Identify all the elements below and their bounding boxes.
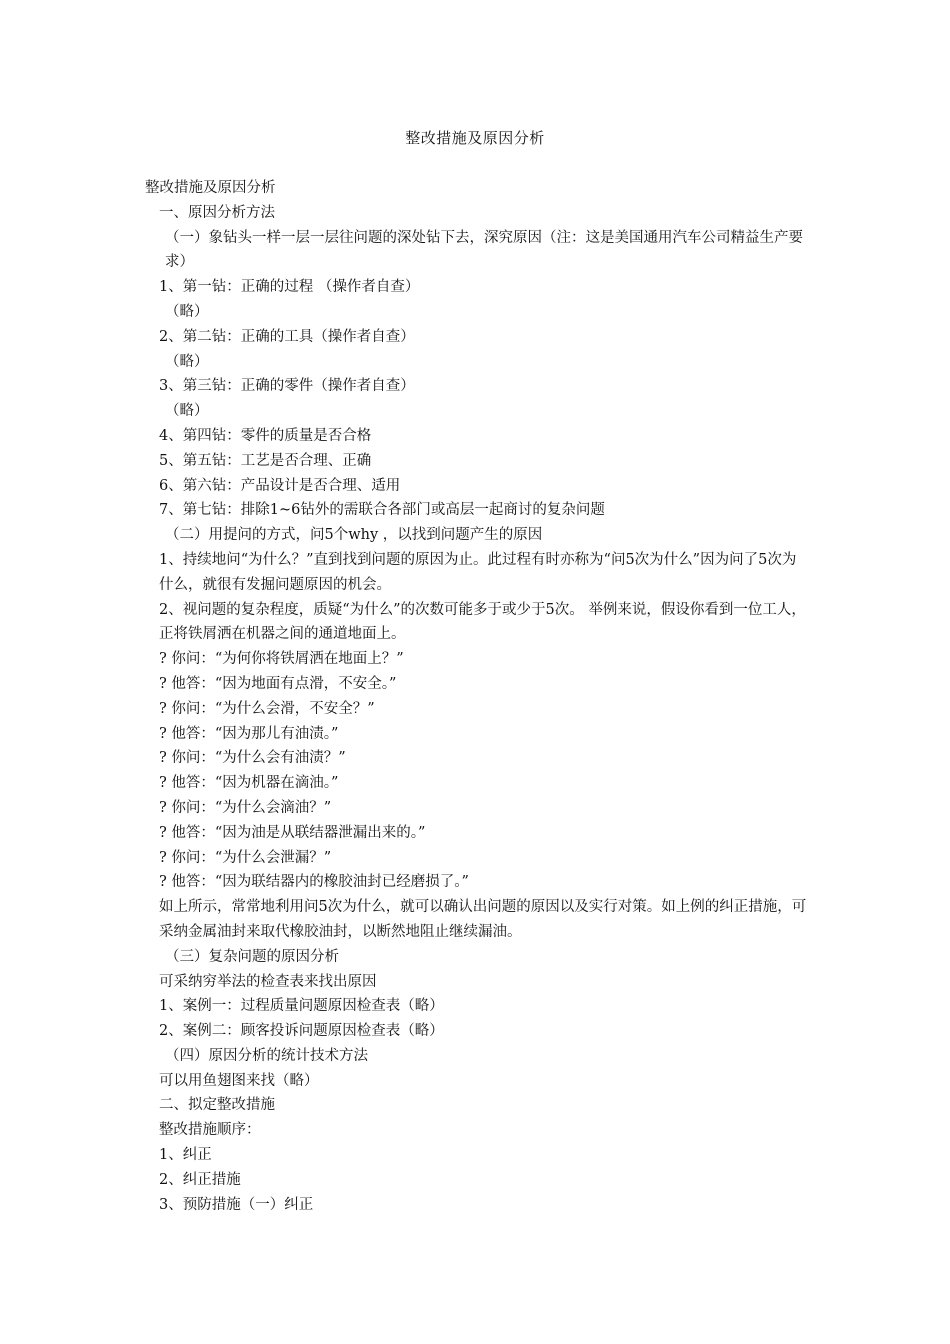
list-item: 2、纠正措施: [159, 1171, 241, 1188]
paragraph: 1、持续地问“为什么？”直到找到问题的原因为止。此过程有时亦称为“问5次为什么”因为问了5次为什么，就很有发掘问题原因的机会。: [159, 551, 797, 593]
dialogue-line: ? 他答：“因为联结器内的橡胶油封已经磨损了。”: [159, 874, 469, 891]
paragraph-line: （略）: [165, 303, 209, 320]
subsection-heading-4: （四）原因分析的统计技术方法: [165, 1047, 368, 1064]
dialogue-line: ? 你问：“为什么会泄漏？”: [159, 849, 332, 866]
subsection-heading-3: （三）复杂问题的原因分析: [165, 948, 339, 965]
paragraph-line: 6、第六钻：产品设计是否合理、适用: [159, 477, 401, 494]
paragraph-line: 可采纳穷举法的检查表来找出原因: [159, 973, 377, 990]
paragraph-line: 4、第四钻：零件的质量是否合格: [159, 427, 372, 444]
dialogue-line: ? 他答：“因为机器在滴油。”: [159, 775, 339, 792]
paragraph-line: 5、第五钻：工艺是否合理、正确: [159, 452, 372, 469]
dialogue-line: ? 他答：“因为地面有点滑，不安全。”: [159, 675, 397, 692]
dialogue-line: ? 你问：“为何你将铁屑洒在地面上？”: [159, 651, 404, 668]
dialogue-line: ? 他答：“因为油是从联结器泄漏出来的。”: [159, 824, 426, 841]
dialogue-line: ? 你问：“为什么会有油渍？”: [159, 750, 346, 767]
paragraph-line: 可以用鱼翅图来找（略）: [159, 1072, 319, 1089]
paragraph-line: 3、第三钻：正确的零件（操作者自查）: [159, 378, 415, 395]
dialogue-line: ? 你问：“为什么会滴油？”: [159, 799, 332, 816]
paragraph: 如上所示，常常地利用问5次为什么，就可以确认出问题的原因以及实行对策。如上例的纠正措施，可采纳金属油封来取代橡胶油封，以断然地阻止继续漏油。: [159, 899, 807, 940]
paragraph-line: （略）: [165, 403, 209, 420]
list-item: 1、纠正: [159, 1147, 212, 1164]
paragraph-line: 1、第一钻：正确的过程 （操作者自查）: [159, 279, 420, 296]
paragraph-line: 1、案例一：过程质量问题原因检查表（略）: [159, 998, 444, 1015]
paragraph-line: （略）: [165, 353, 209, 370]
document-title: 整改措施及原因分析: [405, 129, 545, 147]
dialogue-line: ? 你问：“为什么会滑，不安全？”: [159, 700, 375, 717]
dialogue-line: ? 他答：“因为那儿有油渍。”: [159, 725, 339, 742]
subsection-heading-1: （一）象钻头一样一层一层往问题的深处钻下去，深究原因（注：这是美国通用汽车公司精益生产要求）: [165, 229, 803, 271]
paragraph-line: 2、第二钻：正确的工具（操作者自查）: [159, 328, 415, 345]
document-body: [145, 176, 810, 1217]
paragraph: 2、视问题的复杂程度，质疑“为什么”的次数可能多于或少于5次。 举例来说，假设你看到一位工人，正将铁屑洒在机器之间的通道地面上。: [159, 601, 806, 643]
list-item: 3、预防措施（一）纠正: [159, 1196, 314, 1213]
subsection-heading-2: （二）用提问的方式，问5个why ，以找到问题产生的原因: [165, 527, 543, 544]
paragraph-line: 2、案例二：顾客投诉问题原因检查表（略）: [159, 1023, 444, 1040]
body-heading: 整改措施及原因分析: [145, 180, 276, 196]
section-heading-2: 二、拟定整改措施: [159, 1097, 275, 1114]
paragraph-line: 整改措施顺序：: [159, 1122, 261, 1139]
section-heading-1: 一、原因分析方法: [159, 204, 275, 221]
paragraph-line: 7、第七钻：排除1~6钻外的需联合各部门或高层一起商讨的复杂问题: [159, 502, 605, 519]
